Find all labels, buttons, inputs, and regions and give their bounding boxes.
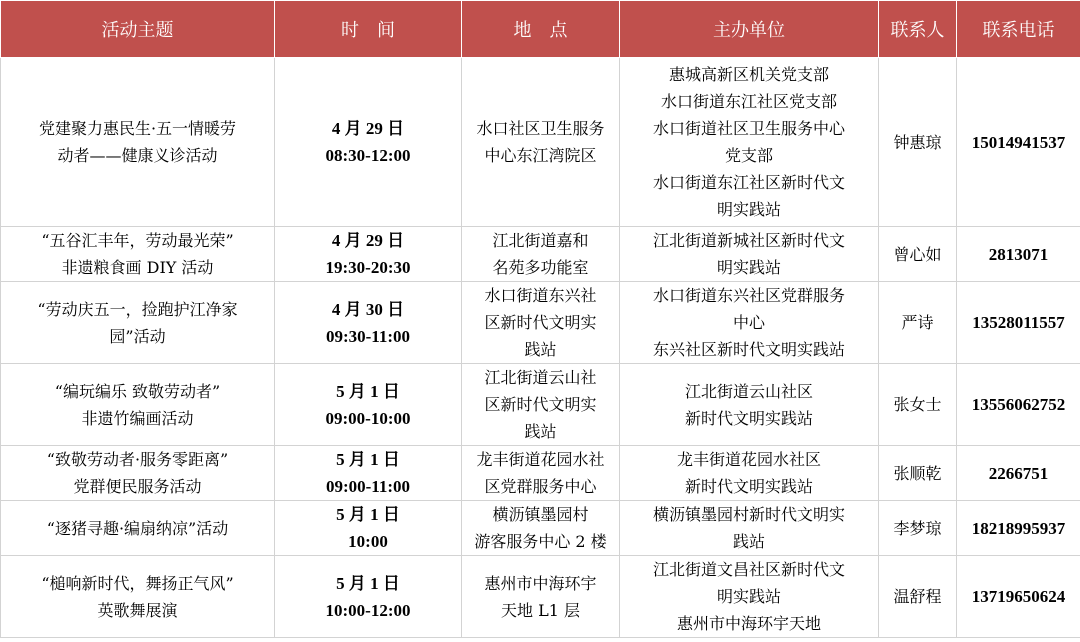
cell-location: 江北街道嘉和 名苑多功能室: [462, 227, 620, 282]
cell-phone: 18218995937: [957, 501, 1080, 556]
cell-phone: 13528011557: [957, 282, 1080, 364]
header-row: [1, 1, 1080, 58]
header-phone: 联系电话: [957, 1, 1080, 58]
cell-theme: “劳动庆五一，捡跑护江净家 园”活动: [1, 282, 275, 364]
table-row: [1, 501, 1080, 556]
cell-theme: “五谷汇丰年，劳动最光荣” 非遗粮食画 DIY 活动: [1, 227, 275, 282]
cell-organizer: 江北街道文昌社区新时代文 明实践站 惠州市中海环宇天地: [620, 556, 879, 638]
table-row: [1, 227, 1080, 282]
header-organizer: 主办单位: [620, 1, 879, 58]
cell-theme: “槌响新时代，舞扬正气风” 英歌舞展演: [1, 556, 275, 638]
cell-location: 水口街道东兴社 区新时代文明实 践站: [462, 282, 620, 364]
cell-location: 惠州市中海环宇 天地 L1 层: [462, 556, 620, 638]
cell-organizer: 龙丰街道花园水社区 新时代文明实践站: [620, 446, 879, 501]
cell-organizer: 水口街道东兴社区党群服务 中心 东兴社区新时代文明实践站: [620, 282, 879, 364]
cell-organizer: 江北街道新城社区新时代文 明实践站: [620, 227, 879, 282]
header-location: 地 点: [462, 1, 620, 58]
cell-contact: 张顺乾: [879, 446, 957, 501]
cell-time: 4 月 29 日 08:30-12:00: [275, 58, 462, 227]
cell-phone: 2813071: [957, 227, 1080, 282]
cell-contact: 温舒程: [879, 556, 957, 638]
cell-time: 5 月 1 日 09:00-11:00: [275, 446, 462, 501]
cell-time: 4 月 30 日 09:30-11:00: [275, 282, 462, 364]
cell-contact: 曾心如: [879, 227, 957, 282]
cell-time: 5 月 1 日 09:00-10:00: [275, 364, 462, 446]
cell-phone: 2266751: [957, 446, 1080, 501]
cell-contact: 李梦琼: [879, 501, 957, 556]
cell-location: 龙丰街道花园水社 区党群服务中心: [462, 446, 620, 501]
cell-theme: “逐猪寻趣·编扇纳凉”活动: [1, 501, 275, 556]
cell-location: 水口社区卫生服务 中心东江湾院区: [462, 58, 620, 227]
cell-theme: “编玩编乐 致敬劳动者” 非遗竹编画活动: [1, 364, 275, 446]
cell-contact: 张女士: [879, 364, 957, 446]
header-time: 时 间: [275, 1, 462, 58]
header-contact: 联系人: [879, 1, 957, 58]
cell-location: 江北街道云山社 区新时代文明实 践站: [462, 364, 620, 446]
cell-contact: 钟惠琼: [879, 58, 957, 227]
cell-time: 5 月 1 日 10:00-12:00: [275, 556, 462, 638]
header-theme: 活动主题: [1, 1, 275, 58]
cell-theme: 党建聚力惠民生·五一情暖劳 动者——健康义诊活动: [1, 58, 275, 227]
table-row: [1, 556, 1080, 638]
cell-location: 横沥镇墨园村 游客服务中心 2 楼: [462, 501, 620, 556]
cell-phone: 13556062752: [957, 364, 1080, 446]
table-row: [1, 446, 1080, 501]
table-row: [1, 282, 1080, 364]
cell-theme: “致敬劳动者·服务零距离” 党群便民服务活动: [1, 446, 275, 501]
cell-phone: 15014941537: [957, 58, 1080, 227]
cell-organizer: 惠城高新区机关党支部 水口街道东江社区党支部 水口街道社区卫生服务中心 党支部 水口街道东江社区新时代文 明实践站: [620, 58, 879, 227]
table-row: [1, 364, 1080, 446]
cell-organizer: 江北街道云山社区 新时代文明实践站: [620, 364, 879, 446]
cell-contact: 严诗: [879, 282, 957, 364]
cell-time: 5 月 1 日 10:00: [275, 501, 462, 556]
table-row: [1, 58, 1080, 227]
cell-time: 4 月 29 日 19:30-20:30: [275, 227, 462, 282]
cell-phone: 13719650624: [957, 556, 1080, 638]
cell-organizer: 横沥镇墨园村新时代文明实 践站: [620, 501, 879, 556]
